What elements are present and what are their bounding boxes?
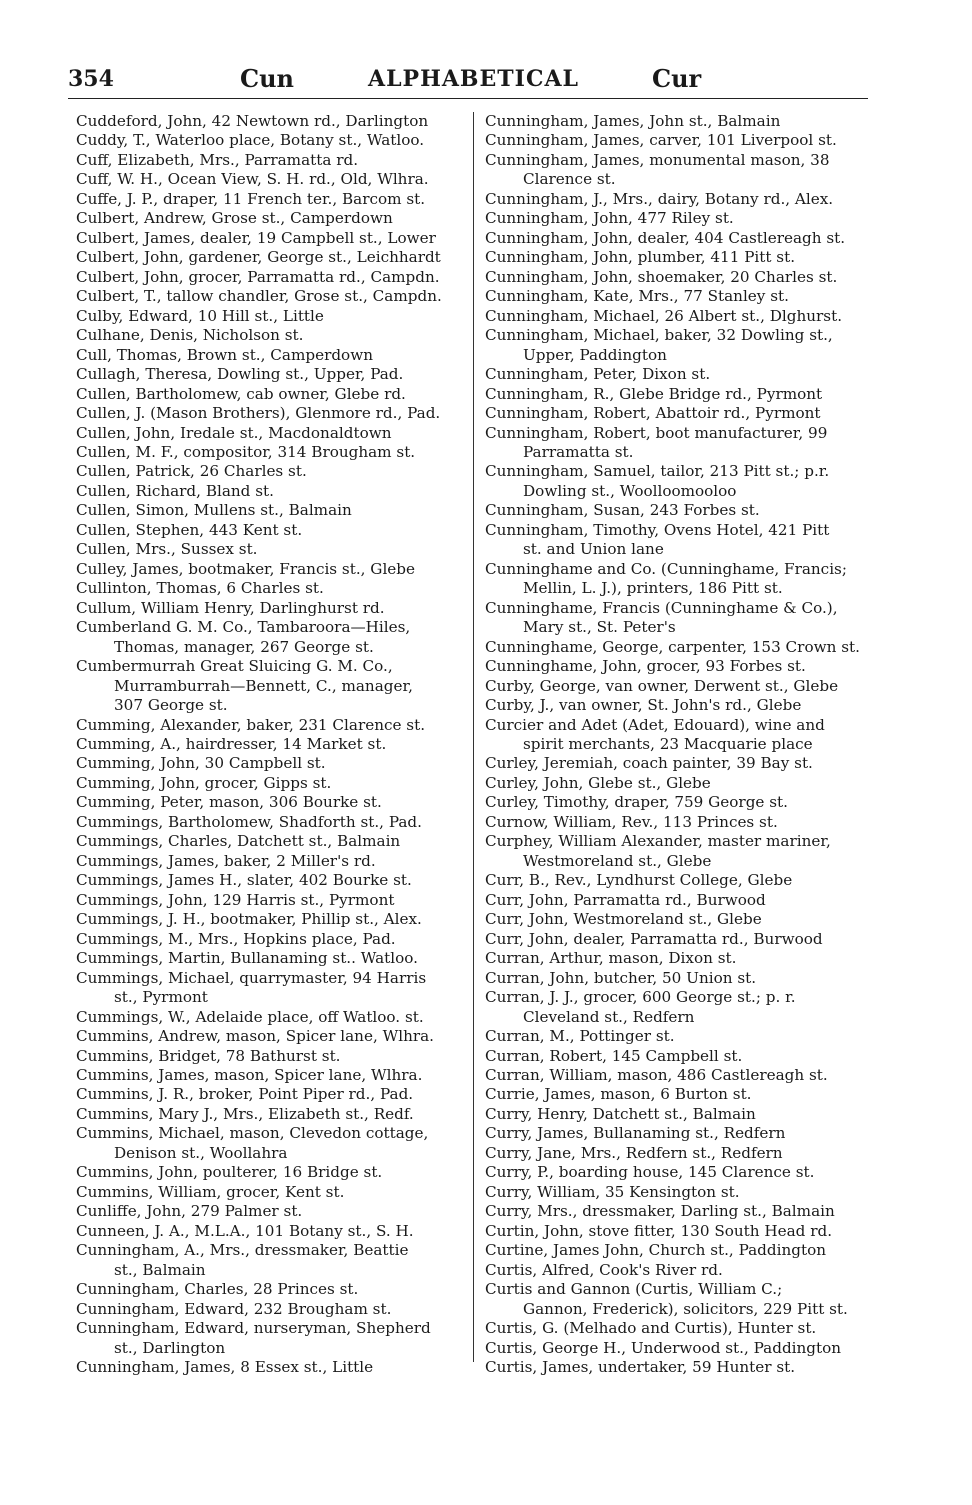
entry-continuation: Thomas, manager, 267 George st.: [114, 637, 374, 656]
directory-entry: Cunningham, J., Mrs., dairy, Botany rd., Alex.: [485, 189, 834, 208]
directory-entry: Cummings, Bartholomew, Shadforth st., Pad.: [76, 812, 422, 831]
directory-entry: Culby, Edward, 10 Hill st., Little: [76, 306, 324, 325]
directory-entry: Curtis, George H., Underwood st., Paddington: [485, 1338, 842, 1357]
directory-entry: Curnow, William, Rev., 113 Princes st.: [485, 812, 778, 831]
directory-entry: Cummings, James H., slater, 402 Bourke st.: [76, 871, 412, 890]
directory-entry: Cullen, Simon, Mullens st., Balmain: [76, 501, 352, 520]
directory-entry: Cunningham, John, shoemaker, 20 Charles st.: [485, 267, 838, 286]
directory-entry: Culbert, James, dealer, 19 Campbell st., Lower: [76, 228, 436, 247]
directory-entry: Cuddy, T., Waterloo place, Botany st., Watloo.: [76, 131, 425, 150]
directory-entry: Cullinton, Thomas, 6 Charles st.: [76, 579, 324, 598]
directory-entry: Cunningham, John, dealer, 404 Castlereagh st.: [485, 228, 846, 247]
directory-entry: Cullum, William Henry, Darlinghurst rd.: [76, 598, 385, 617]
directory-entry: Curphey, William Alexander, master mariner,: [485, 832, 831, 851]
directory-entry: Cummings, John, 129 Harris st., Pyrmont: [76, 890, 395, 909]
directory-entry: Curley, Timothy, draper, 759 George st.: [485, 793, 788, 812]
directory-entry: Curran, William, mason, 486 Castlereagh st.: [485, 1065, 828, 1084]
page-header: [68, 62, 868, 99]
directory-entry: Cumberland G. M. Co., Tambaroora—Hiles,: [76, 618, 411, 637]
directory-entry: Cunningham, Robert, Abattoir rd., Pyrmont: [485, 404, 821, 423]
directory-entry: Cummins, James, mason, Spicer lane, Wlhra.: [76, 1065, 423, 1084]
entry-continuation: Denison st., Woollahra: [114, 1143, 288, 1162]
directory-entry: Cummins, Michael, mason, Clevedon cottage,: [76, 1124, 429, 1143]
directory-entry: Cunningham, Timothy, Ovens Hotel, 421 Pitt: [485, 520, 830, 539]
directory-entry: Curran, John, butcher, 50 Union st.: [485, 968, 757, 987]
directory-entry: Curry, P., boarding house, 145 Clarence st.: [485, 1163, 815, 1182]
directory-entry: Cull, Thomas, Brown st., Camperdown: [76, 345, 373, 364]
directory-entry: Cullen, Richard, Bland st.: [76, 481, 274, 500]
directory-entry: Cuddeford, John, 42 Newtown rd., Darlington: [76, 112, 429, 130]
entry-continuation: st. and Union lane: [523, 540, 664, 559]
directory-entry: Cunningham, Edward, 232 Brougham st.: [76, 1299, 392, 1318]
directory-entry: Cuffe, J. P., draper, 11 French ter., Barcom st.: [76, 189, 426, 208]
entry-continuation: Mellin, L. J.), printers, 186 Pitt st.: [523, 579, 783, 598]
directory-entry: Culley, James, bootmaker, Francis st., Glebe: [76, 559, 415, 578]
directory-entry: Curry, James, Bullanaming st., Redfern: [485, 1124, 786, 1143]
directory-entry: Cunningham, Samuel, tailor, 213 Pitt st.; p.r.: [485, 462, 830, 481]
directory-entry: Cunningham, John, 477 Riley st.: [485, 209, 734, 228]
directory-entry: Cummings, Martin, Bullanaming st.. Watloo.: [76, 949, 418, 968]
directory-entry: Cunningham, Edward, nurseryman, Shepherd: [76, 1319, 431, 1338]
directory-entry: Cunninghame and Co. (Cunninghame, Francis;: [485, 559, 847, 578]
column-divider: [473, 112, 474, 1362]
directory-entry: Cunninghame, Francis (Cunninghame & Co.),: [485, 598, 838, 617]
header-right-word: Cur: [652, 64, 702, 93]
entry-continuation: Murramburrah—Bennett, C., manager,: [114, 676, 413, 695]
directory-entry: Curtine, James John, Church st., Paddington: [485, 1241, 827, 1260]
directory-entry: Cummins, John, poulterer, 16 Bridge st.: [76, 1163, 383, 1182]
directory-entry: Curtin, John, stove fitter, 130 South Head rd.: [485, 1221, 833, 1240]
directory-entry: Curry, Henry, Datchett st., Balmain: [485, 1104, 756, 1123]
directory-entry: Curley, Jeremiah, coach painter, 39 Bay st.: [485, 754, 813, 773]
directory-entry: Culhane, Denis, Nicholson st.: [76, 326, 304, 345]
directory-entry: Curley, John, Glebe st., Glebe: [485, 773, 711, 792]
directory-entry: Cuff, W. H., Ocean View, S. H. rd., Old, Wlhra.: [76, 170, 429, 189]
entry-continuation: Upper, Paddington: [523, 345, 667, 364]
directory-entry: Cunningham, Peter, Dixon st.: [485, 365, 711, 384]
directory-entry: Cummins, Bridget, 78 Bathurst st.: [76, 1046, 341, 1065]
directory-entry: Cunningham, R., Glebe Bridge rd., Pyrmont: [485, 384, 823, 403]
directory-entry: Currie, James, mason, 6 Burton st.: [485, 1085, 752, 1104]
directory-entry: Cunningham, Kate, Mrs., 77 Stanley st.: [485, 287, 789, 306]
directory-entry: Cunningham, A., Mrs., dressmaker, Beattie: [76, 1241, 409, 1260]
directory-entry: Curry, William, 35 Kensington st.: [485, 1182, 740, 1201]
directory-entry: Cummins, William, grocer, Kent st.: [76, 1182, 345, 1201]
left-column: [76, 112, 466, 1377]
directory-entry: Cunninghame, John, grocer, 93 Forbes st.: [485, 657, 806, 676]
directory-entry: Cummings, W., Adelaide place, off Watloo. st.: [76, 1007, 424, 1026]
entry-continuation: spirit merchants, 23 Macquarie place: [523, 735, 813, 753]
directory-entry: Culbert, Andrew, Grose st., Camperdown: [76, 209, 393, 228]
directory-entry: Cunneen, J. A., M.L.A., 101 Botany st., S. H.: [76, 1221, 414, 1240]
directory-entry: Curby, J., van owner, St. John's rd., Glebe: [485, 696, 802, 715]
entry-continuation: 307 George st.: [114, 696, 228, 715]
directory-entry: Culbert, T., tallow chandler, Grose st., Campdn.: [76, 287, 442, 306]
directory-entry: Cumming, John, grocer, Gipps st.: [76, 773, 332, 792]
directory-entry: Curran, Robert, 145 Campbell st.: [485, 1046, 743, 1065]
directory-entry: Cullen, Patrick, 26 Charles st.: [76, 462, 307, 481]
directory-entry: Cunningham, Charles, 28 Princes st.: [76, 1280, 359, 1299]
page-number: 354: [68, 66, 114, 92]
directory-entry: Curr, B., Rev., Lyndhurst College, Glebe: [485, 871, 793, 890]
directory-entry: Cummings, Michael, quarrymaster, 94 Harris: [76, 968, 427, 987]
directory-entry: Cummings, J. H., bootmaker, Phillip st., Alex.: [76, 910, 422, 929]
entry-continuation: st., Darlington: [114, 1338, 226, 1357]
directory-entry: Curran, J. J., grocer, 600 George st.; p. r.: [485, 988, 796, 1007]
directory-entry: Curran, Arthur, mason, Dixon st.: [485, 949, 737, 968]
directory-entry: Curr, John, dealer, Parramatta rd., Burwood: [485, 929, 823, 948]
entry-continuation: Parramatta st.: [523, 442, 634, 461]
directory-entry: Cumming, Alexander, baker, 231 Clarence st.: [76, 715, 426, 734]
entry-continuation: Mary st., St. Peter's: [523, 618, 676, 637]
directory-entry: Curcier and Adet (Adet, Edouard), wine and: [485, 715, 825, 734]
entry-continuation: st., Pyrmont: [114, 988, 208, 1007]
directory-entry: Cumming, A., hairdresser, 14 Market st.: [76, 735, 387, 753]
directory-entry: Curtis and Gannon (Curtis, William C.;: [485, 1280, 783, 1299]
directory-entry: Cullagh, Theresa, Dowling st., Upper, Pad.: [76, 365, 404, 384]
directory-entry: Cummings, James, baker, 2 Miller's rd.: [76, 851, 376, 870]
directory-entry: Curry, Mrs., dressmaker, Darling st., Balmain: [485, 1202, 835, 1221]
directory-entry: Cullen, M. F., compositor, 314 Brougham st.: [76, 442, 416, 461]
directory-entry: Curby, George, van owner, Derwent st., Glebe: [485, 676, 839, 695]
entry-continuation: Dowling st., Woolloomooloo: [523, 481, 737, 500]
directory-entry: Cullen, Stephen, 443 Kent st.: [76, 520, 303, 539]
entry-continuation: Gannon, Frederick), solicitors, 229 Pitt st.: [523, 1299, 848, 1318]
directory-entry: Cunningham, John, plumber, 411 Pitt st.: [485, 248, 796, 267]
directory-entry: Curran, M., Pottinger st.: [485, 1027, 675, 1046]
directory-entry: Curry, Jane, Mrs., Redfern st., Redfern: [485, 1143, 783, 1162]
directory-entry: Cunningham, Susan, 243 Forbes st.: [485, 501, 760, 520]
directory-entry: Cummings, Charles, Datchett st., Balmain: [76, 832, 401, 851]
directory-entry: Cummins, Mary J., Mrs., Elizabeth st., Redf.: [76, 1104, 414, 1123]
directory-entry: Cunninghame, George, carpenter, 153 Crown st.: [485, 637, 860, 656]
right-column: [485, 112, 875, 1377]
directory-entry: Cullen, J. (Mason Brothers), Glenmore rd., Pad.: [76, 404, 441, 423]
directory-entry: Curr, John, Parramatta rd., Burwood: [485, 890, 766, 909]
directory-entry: Cumming, John, 30 Campbell st.: [76, 754, 326, 773]
directory-entry: Cumming, Peter, mason, 306 Bourke st.: [76, 793, 382, 812]
directory-entry: Cunningham, Robert, boot manufacturer, 99: [485, 423, 828, 442]
directory-entry: Cullen, Mrs., Sussex st.: [76, 540, 258, 559]
entry-continuation: Clarence st.: [523, 170, 616, 189]
directory-entry: Cunningham, James, 8 Essex st., Little: [76, 1358, 374, 1376]
directory-entry: Cullen, Bartholomew, cab owner, Glebe rd.: [76, 384, 406, 403]
directory-entry: Cunningham, James, monumental mason, 38: [485, 150, 830, 169]
directory-entry: Cunningham, Michael, 26 Albert st., Dlghurst.: [485, 306, 843, 325]
entry-continuation: Westmoreland st., Glebe: [523, 851, 712, 870]
directory-entry: Cullen, John, Iredale st., Macdonaldtown: [76, 423, 392, 442]
directory-entry: Cummins, Andrew, mason, Spicer lane, Wlhra.: [76, 1027, 434, 1046]
directory-entry: Curtis, James, undertaker, 59 Hunter st.: [485, 1358, 796, 1376]
entry-continuation: Cleveland st., Redfern: [523, 1007, 695, 1026]
directory-entry: Cunningham, James, John st., Balmain: [485, 112, 781, 130]
directory-entry: Curtis, Alfred, Cook's River rd.: [485, 1260, 723, 1279]
directory-entry: Curtis, G. (Melhado and Curtis), Hunter st.: [485, 1319, 817, 1338]
entry-continuation: st., Balmain: [114, 1260, 206, 1279]
header-left-word: Cun: [240, 64, 294, 93]
header-title: ALPHABETICAL: [368, 66, 580, 92]
directory-entry: Cunningham, Michael, baker, 32 Dowling st.,: [485, 326, 833, 345]
directory-entry: Cunningham, James, carver, 101 Liverpool st.: [485, 131, 837, 150]
directory-entry: Cummings, M., Mrs., Hopkins place, Pad.: [76, 929, 396, 948]
directory-entry: Curr, John, Westmoreland st., Glebe: [485, 910, 762, 929]
directory-entry: Cummins, J. R., broker, Point Piper rd., Pad.: [76, 1085, 414, 1104]
directory-entry: Cumbermurrah Great Sluicing G. M. Co.,: [76, 657, 393, 676]
directory-entry: Cunliffe, John, 279 Palmer st.: [76, 1202, 303, 1221]
directory-entry: Culbert, John, gardener, George st., Leichhardt: [76, 248, 441, 267]
directory-entry: Cuff, Elizabeth, Mrs., Parramatta rd.: [76, 150, 359, 169]
directory-entry: Culbert, John, grocer, Parramatta rd., Campdn.: [76, 267, 440, 286]
